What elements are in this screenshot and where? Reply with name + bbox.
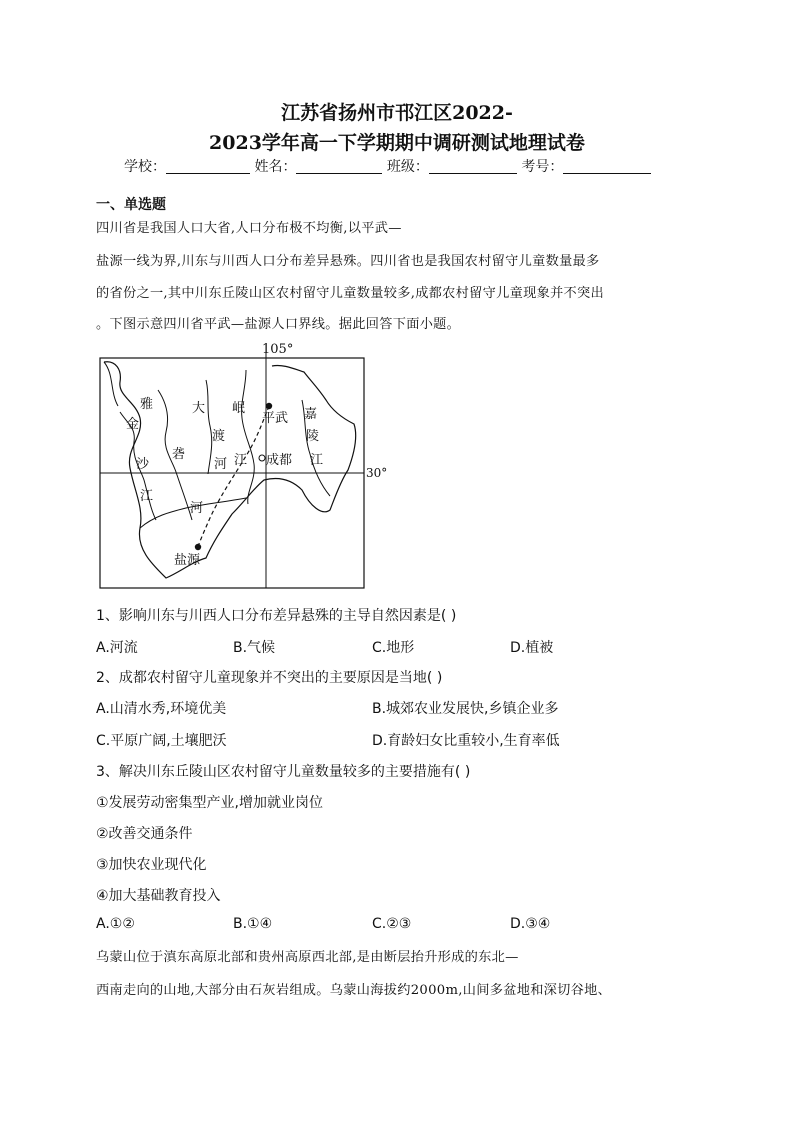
q1-option-b[interactable]: B.气候 (233, 640, 276, 656)
label-long: 砻 (172, 447, 186, 462)
school-blank[interactable] (166, 159, 250, 174)
passage1-line1: 四川省是我国人口大省,人口分布极不均衡,以平武— (96, 221, 402, 236)
sichuan-population-line-map (96, 340, 388, 592)
label-jia: 嘉 (304, 407, 318, 422)
class-blank[interactable] (429, 159, 517, 174)
name-label: 姓名： (254, 159, 297, 175)
q3-item-2: ②改善交通条件 (96, 826, 193, 842)
label-he1: 河 (190, 501, 204, 516)
label-jiang1: 江 (140, 489, 154, 504)
label-jiang3: 江 (310, 453, 324, 468)
q3-option-b[interactable]: B.①④ (233, 916, 273, 932)
label-jiang2: 江 (234, 453, 248, 468)
boundary-west (104, 362, 118, 406)
label-pingwu: 平武 (262, 411, 289, 426)
class-label: 班级： (386, 159, 429, 175)
q3-item-4: ④加大基础教育投入 (96, 888, 221, 904)
q2-option-c[interactable]: C.平原广阔,土壤肥沃 (96, 733, 227, 749)
exam-no-blank[interactable] (563, 159, 651, 174)
q3-item-1: ①发展劳动密集型产业,增加就业岗位 (96, 795, 324, 811)
q1-option-c[interactable]: C.地形 (372, 640, 415, 656)
question-3-stem: 3、解决川东丘陵山区农村留守儿童数量较多的主要措施有( ) (96, 764, 471, 780)
paper-title-line2: 2023学年高一下学期期中调研测试地理试卷 (209, 132, 585, 154)
question-1-stem: 1、影响川东与川西人口分布差异悬殊的主导自然因素是( ) (96, 608, 457, 624)
passage1-line2: 盐源一线为界,川东与川西人口分布差异悬殊。四川省也是我国农村留守儿童数量最多 (96, 254, 600, 269)
q3-option-a[interactable]: A.①② (96, 916, 135, 932)
label-min: 岷 (232, 401, 246, 416)
school-label: 学校： (124, 159, 166, 175)
label-jin: 金 (126, 417, 140, 432)
exam-no-label: 考号： (521, 159, 564, 175)
section-heading: 一、单选题 (96, 197, 166, 213)
chengdu-dot (259, 455, 265, 461)
label-ling: 陵 (306, 429, 320, 444)
q1-option-d[interactable]: D.植被 (510, 640, 554, 656)
label-chengdu: 成都 (266, 453, 293, 468)
label-sha: 沙 (136, 457, 150, 472)
q1-option-a[interactable]: A.河流 (96, 640, 138, 656)
q2-option-d[interactable]: D.育龄妇女比重较小,生育率低 (372, 733, 560, 749)
label-du: 渡 (212, 429, 226, 444)
passage2-line1: 乌蒙山位于滇东高原北部和贵州高原西北部,是由断层抬升形成的东北— (96, 950, 519, 965)
q3-option-c[interactable]: C.②③ (372, 916, 412, 932)
q3-option-d[interactable]: D.③④ (510, 916, 551, 932)
label-da: 大 (192, 401, 206, 416)
pingwu-yanyuan-line (198, 406, 269, 547)
label-he2: 河 (214, 457, 228, 472)
q2-option-a[interactable]: A.山清水秀,环境优美 (96, 701, 227, 717)
question-2-stem: 2、成都农村留守儿童现象并不突出的主要原因是当地( ) (96, 670, 443, 686)
dadu-river (206, 380, 212, 474)
passage1-line3: 的省份之一,其中川东丘陵山区农村留守儿童数量较多,成都农村留守儿童现象并不突出 (96, 286, 605, 301)
passage1-line4: 。下图示意四川省平武—盐源人口界线。据此回答下面小题。 (96, 317, 461, 332)
label-ya: 雅 (140, 397, 154, 412)
passage2-line2: 西南走向的山地,大部分由石灰岩组成。乌蒙山海拔约2000m,山间多盆地和深切谷地、 (96, 983, 612, 998)
label-yanyuan: 盐源 (174, 553, 201, 568)
paper-title-line1: 江苏省扬州市邗江区2022- (281, 102, 513, 124)
lat-label: 30° (366, 466, 388, 480)
student-info-row (124, 156, 651, 176)
q2-option-b[interactable]: B.城郊农业发展快,乡镇企业多 (372, 701, 559, 717)
min-river (242, 370, 255, 504)
pingwu-dot (266, 403, 272, 409)
q3-item-3: ③加快农业现代化 (96, 857, 207, 873)
lon-label: 105° (262, 342, 294, 357)
name-blank[interactable] (296, 159, 382, 174)
yanyuan-dot (195, 544, 201, 550)
